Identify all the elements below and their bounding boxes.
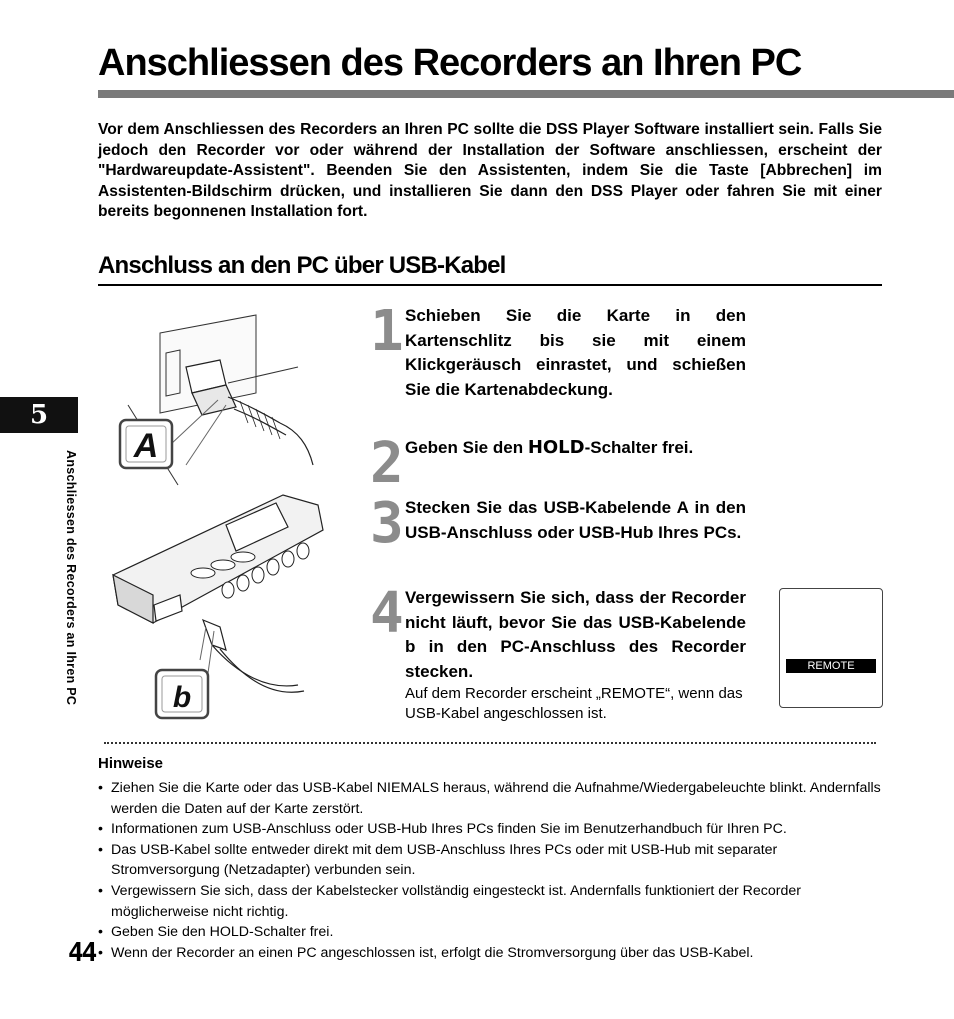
step-note: Auf dem Recorder erscheint „REMOTE“, wenn das USB-Kabel angeschlossen ist.	[405, 685, 743, 723]
page-number: 44	[68, 938, 96, 968]
step-1	[370, 299, 746, 402]
step-text: Schieben Sie die Karte in den Kartenschlitz bis sie mit einem Klickgeräusch einrastet, und schießen Sie die Kartenabdeckung.	[405, 306, 746, 399]
step-text-after: -Schalter frei.	[584, 438, 694, 457]
hinweise-title: Hinweise	[98, 755, 164, 772]
page-title: Anschliessen des Recorders an Ihren PC	[98, 42, 802, 84]
usb-connection-illustration	[108, 305, 358, 725]
usb-plug-b	[203, 620, 304, 692]
list-item: • Das USB-Kabel sollte entweder direkt mit dem USB-Anschluss Ihres PCs oder mit USB-Hub mit separater Stromversorgung (Netzadapter) verbunden sein.	[98, 840, 882, 881]
hinweise-list	[98, 778, 882, 963]
list-item: • Informationen zum USB-Anschluss oder USB-Hub Ihres PCs finden Sie im Benutzerhandbuch für Ihren PC.	[98, 819, 882, 840]
step-3	[370, 491, 746, 556]
step-text-before: Geben Sie den	[405, 438, 528, 457]
step-text	[405, 436, 746, 461]
intro-paragraph: Vor dem Anschliessen des Recorders an Ihren PC sollte die DSS Player Software installiert sein. Falls Sie jedoch den Recorder vor oder während der Installation der Software anschliessen, erscheint der "Hardwareupdate-Assistent". Beenden Sie den Assistenten, indem Sie die Taste [Abbrechen] im Assistenten-Bildschirm drücken, und installieren Sie dann den DSS Player oder fahren Sie mit einer bereits begonnenen Installation fort.	[98, 121, 882, 221]
step-text: Vergewissern Sie sich, dass der Recorder nicht läuft, bevor Sie das USB-Kabelende b in den PC-Anschluss des Recorder stecken.	[405, 588, 746, 681]
list-item: • Wenn der Recorder an einen PC angeschlossen ist, erfolgt die Stromversorgung über das USB-Kabel.	[98, 943, 882, 964]
step-text: Stecken Sie das USB-Kabelende A in den USB-Anschluss oder USB-Hub Ihres PCs.	[405, 498, 746, 542]
usb-cable-top	[280, 423, 313, 465]
step-4	[370, 581, 746, 724]
remote-indicator: REMOTE	[786, 659, 876, 673]
step-number: 4	[370, 581, 404, 646]
dotted-divider	[104, 742, 876, 744]
step-number: 2	[370, 431, 404, 496]
recorder-display	[779, 588, 883, 708]
callout-b	[156, 627, 214, 718]
callout-a-label: A	[133, 427, 159, 465]
callout-b-label: b	[172, 681, 192, 714]
step-number: 1	[370, 299, 404, 364]
list-item: • Vergewissern Sie sich, dass der Kabelstecker vollständig eingesteckt ist. Andernfalls funktioniert der Recorder möglicherweise nicht richtig.	[98, 881, 882, 922]
list-item: • Ziehen Sie die Karte oder das USB-Kabel NIEMALS heraus, während die Aufnahme/Wiedergabeleuchte blinkt. Andernfalls werden die Daten auf der Karte zerstört.	[98, 778, 882, 819]
section-title: Anschluss an den PC über USB-Kabel	[98, 252, 506, 279]
step-number: 3	[370, 491, 404, 556]
section-rule	[98, 284, 882, 286]
list-item: • Geben Sie den HOLD-Schalter frei.	[98, 922, 882, 943]
running-title-vertical: Anschliessen des Recorders an Ihren PC	[64, 450, 78, 706]
chapter-tab: 5	[0, 397, 78, 433]
recorder-device	[113, 495, 323, 623]
step-2	[370, 431, 746, 496]
hold-label: HOLD	[527, 437, 585, 458]
title-underline-bar	[98, 90, 954, 98]
